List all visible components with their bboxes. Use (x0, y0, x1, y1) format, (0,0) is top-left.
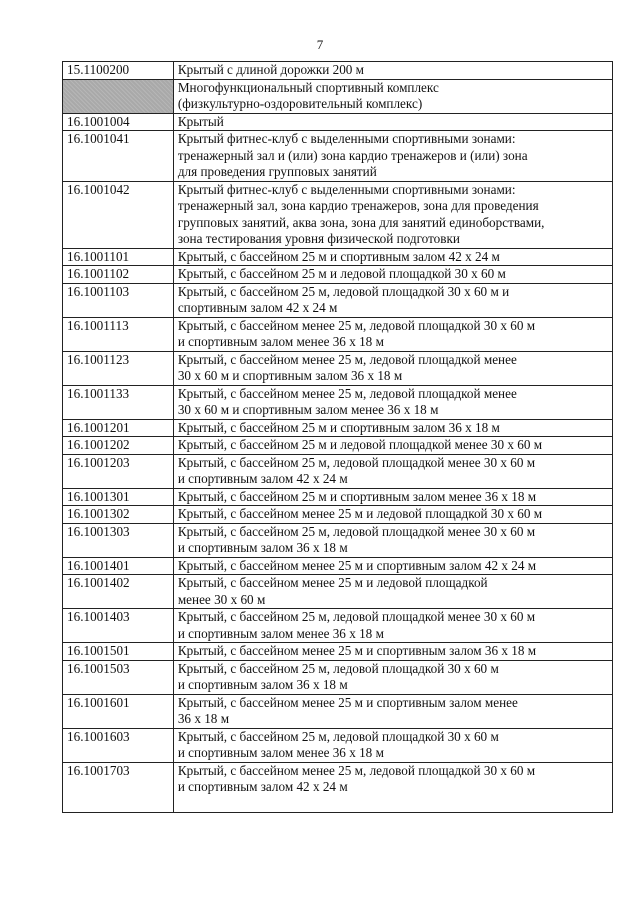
description-line: Крытый с длиной дорожки 200 м (177, 62, 365, 77)
description-line: Крытый, с бассейном 25 м и спортивным залом 42 х 24 м (177, 248, 500, 264)
description-cell (173, 385, 612, 419)
code-cell: 16.1001201 (63, 419, 174, 437)
description-cell (173, 62, 612, 80)
description-line: Крытый, с бассейном 25 м, ледовой площадкой 30 х 60 м и (177, 283, 510, 299)
description-line: Крытый, с бассейном 25 м, ледовой площадкой менее 30 х 60 м (177, 454, 536, 470)
description-line: и спортивным залом 42 х 24 м (177, 779, 348, 794)
description-cell (173, 283, 612, 317)
code-cell: 16.1001004 (63, 113, 174, 131)
description-cell (173, 609, 612, 643)
description-line: Крытый фитнес-клуб с выделенными спортивными зонами: (177, 181, 516, 197)
description-cell (173, 419, 612, 437)
description-cell (173, 437, 612, 455)
code-cell: 15.1100200 (63, 62, 174, 80)
table-row (63, 575, 613, 609)
description-line: Крытый (177, 113, 224, 129)
description-line: и спортивным залом менее 36 х 18 м (177, 334, 384, 349)
description-line: Многофункциональный спортивный комплекс (177, 79, 439, 95)
table-row (63, 643, 613, 661)
description-cell (173, 351, 612, 385)
description-cell (173, 694, 612, 728)
table-row (63, 523, 613, 557)
table-row (63, 131, 613, 182)
description-line: Крытый, с бассейном менее 25 м, ледовой площадкой 30 х 60 м (177, 317, 536, 333)
description-line: тренажерный зал и (или) зона кардио тренажеров и (или) зона (177, 147, 528, 163)
code-cell: 16.1001603 (63, 728, 174, 762)
table-row (63, 351, 613, 385)
table-row (63, 385, 613, 419)
code-cell: 16.1001302 (63, 506, 174, 524)
code-cell: 16.1001113 (63, 317, 174, 351)
description-line: Крытый, с бассейном 25 м и спортивным залом менее 36 х 18 м (177, 488, 537, 504)
code-cell-shaded (63, 79, 174, 113)
description-cell (173, 131, 612, 182)
code-cell: 16.1001501 (63, 643, 174, 661)
code-cell: 16.1001503 (63, 660, 174, 694)
description-line: и спортивным залом менее 36 х 18 м (177, 625, 384, 641)
description-line: Крытый, с бассейном менее 25 м и спортивным залом менее (177, 694, 518, 710)
description-line: Крытый, с бассейном менее 25 м, ледовой площадкой менее (177, 385, 517, 401)
table-row (63, 419, 613, 437)
code-cell: 16.1001103 (63, 283, 174, 317)
description-line: Крытый, с бассейном менее 25 м и ледовой площадкой 30 х 60 м (177, 506, 543, 521)
description-line: Крытый, с бассейном менее 25 м, ледовой площадкой 30 х 60 м (177, 762, 536, 778)
code-cell: 16.1001303 (63, 523, 174, 557)
description-line: Крытый, с бассейном менее 25 м и ледовой площадкой (177, 575, 488, 590)
description-cell (173, 643, 612, 661)
description-line: Крытый, с бассейном 25 м, ледовой площадкой менее 30 х 60 м (177, 609, 536, 624)
description-line: и спортивным залом менее 36 х 18 м (177, 745, 384, 760)
description-line (178, 796, 610, 813)
table-row (63, 283, 613, 317)
table-row (63, 266, 613, 284)
description-cell (173, 762, 612, 813)
description-line: и спортивным залом 36 х 18 м (177, 677, 348, 692)
description-cell (173, 454, 612, 488)
table-row (63, 79, 613, 113)
table-body (63, 62, 613, 813)
code-cell: 16.1001202 (63, 437, 174, 455)
description-line: Крытый, с бассейном 25 м и ледовой площадкой 30 х 60 м (177, 266, 506, 281)
description-cell (173, 181, 612, 248)
description-cell (173, 488, 612, 506)
description-line: для проведения групповых занятий (177, 164, 377, 179)
code-cell: 16.1001301 (63, 488, 174, 506)
table-row (63, 506, 613, 524)
description-line: Крытый, с бассейном 25 м и спортивным залом 36 х 18 м (177, 419, 500, 435)
table-row (63, 609, 613, 643)
code-cell: 16.1001102 (63, 266, 174, 284)
description-line: Крытый, с бассейном 25 м и ледовой площадкой менее 30 х 60 м (177, 437, 543, 452)
table-row (63, 728, 613, 762)
code-cell: 16.1001123 (63, 351, 174, 385)
description-cell (173, 728, 612, 762)
code-cell: 16.1001041 (63, 131, 174, 182)
table-row (63, 437, 613, 455)
code-cell: 16.1001042 (63, 181, 174, 248)
description-line: зона тестирования уровня физической подготовки (177, 231, 460, 246)
description-line: менее 30 х 60 м (177, 591, 266, 607)
description-cell (173, 79, 612, 113)
description-line: Крытый, с бассейном 25 м, ледовой площадкой 30 х 60 м (177, 660, 499, 676)
code-cell: 16.1001703 (63, 762, 174, 813)
description-line: (физкультурно-оздоровительный комплекс) (177, 96, 423, 111)
codes-table (62, 61, 613, 813)
description-line: 36 х 18 м (177, 711, 230, 726)
description-cell (173, 557, 612, 575)
description-line: Крытый, с бассейном 25 м, ледовой площадкой менее 30 х 60 м (177, 523, 536, 539)
code-cell: 16.1001601 (63, 694, 174, 728)
code-cell: 16.1001402 (63, 575, 174, 609)
table-row (63, 248, 613, 266)
page-number: 7 (316, 37, 324, 52)
description-cell (173, 575, 612, 609)
description-line: Крытый, с бассейном менее 25 м и спортивным залом 36 х 18 м (177, 643, 537, 658)
description-line: 30 х 60 м и спортивным залом менее 36 х 18 м (177, 402, 439, 417)
table-row (63, 454, 613, 488)
table-row (63, 557, 613, 575)
description-line: Крытый фитнес-клуб с выделенными спортивными зонами: (177, 131, 516, 146)
description-cell (173, 317, 612, 351)
description-cell (173, 248, 612, 266)
table-row (63, 694, 613, 728)
table-row (63, 317, 613, 351)
table-row (63, 113, 613, 131)
description-cell (173, 660, 612, 694)
description-line: спортивным залом 42 х 24 м (177, 300, 338, 315)
description-line: Крытый, с бассейном менее 25 м, ледовой площадкой менее (177, 351, 517, 367)
description-cell (173, 266, 612, 284)
code-cell: 16.1001401 (63, 557, 174, 575)
table-row (63, 660, 613, 694)
description-line: и спортивным залом 36 х 18 м (177, 540, 348, 555)
code-cell: 16.1001403 (63, 609, 174, 643)
code-cell: 16.1001133 (63, 385, 174, 419)
description-line: Крытый, с бассейном менее 25 м и спортивным залом 42 х 24 м (177, 557, 537, 573)
description-cell (173, 506, 612, 524)
description-cell (173, 523, 612, 557)
table-row (63, 62, 613, 80)
table-row (63, 762, 613, 813)
table-row (63, 488, 613, 506)
description-cell (173, 113, 612, 131)
description-line: Крытый, с бассейном 25 м, ледовой площадкой 30 х 60 м (177, 728, 499, 744)
description-line: групповых занятий, аква зона, зона для занятий единоборствами, (177, 214, 545, 230)
description-line: тренажерный зал, зона кардио тренажеров, зона для проведения (177, 198, 539, 213)
code-cell: 16.1001101 (63, 248, 174, 266)
description-line: 30 х 60 м и спортивным залом 36 х 18 м (177, 368, 403, 383)
code-cell: 16.1001203 (63, 454, 174, 488)
table-row (63, 181, 613, 248)
description-line: и спортивным залом 42 х 24 м (177, 471, 348, 486)
